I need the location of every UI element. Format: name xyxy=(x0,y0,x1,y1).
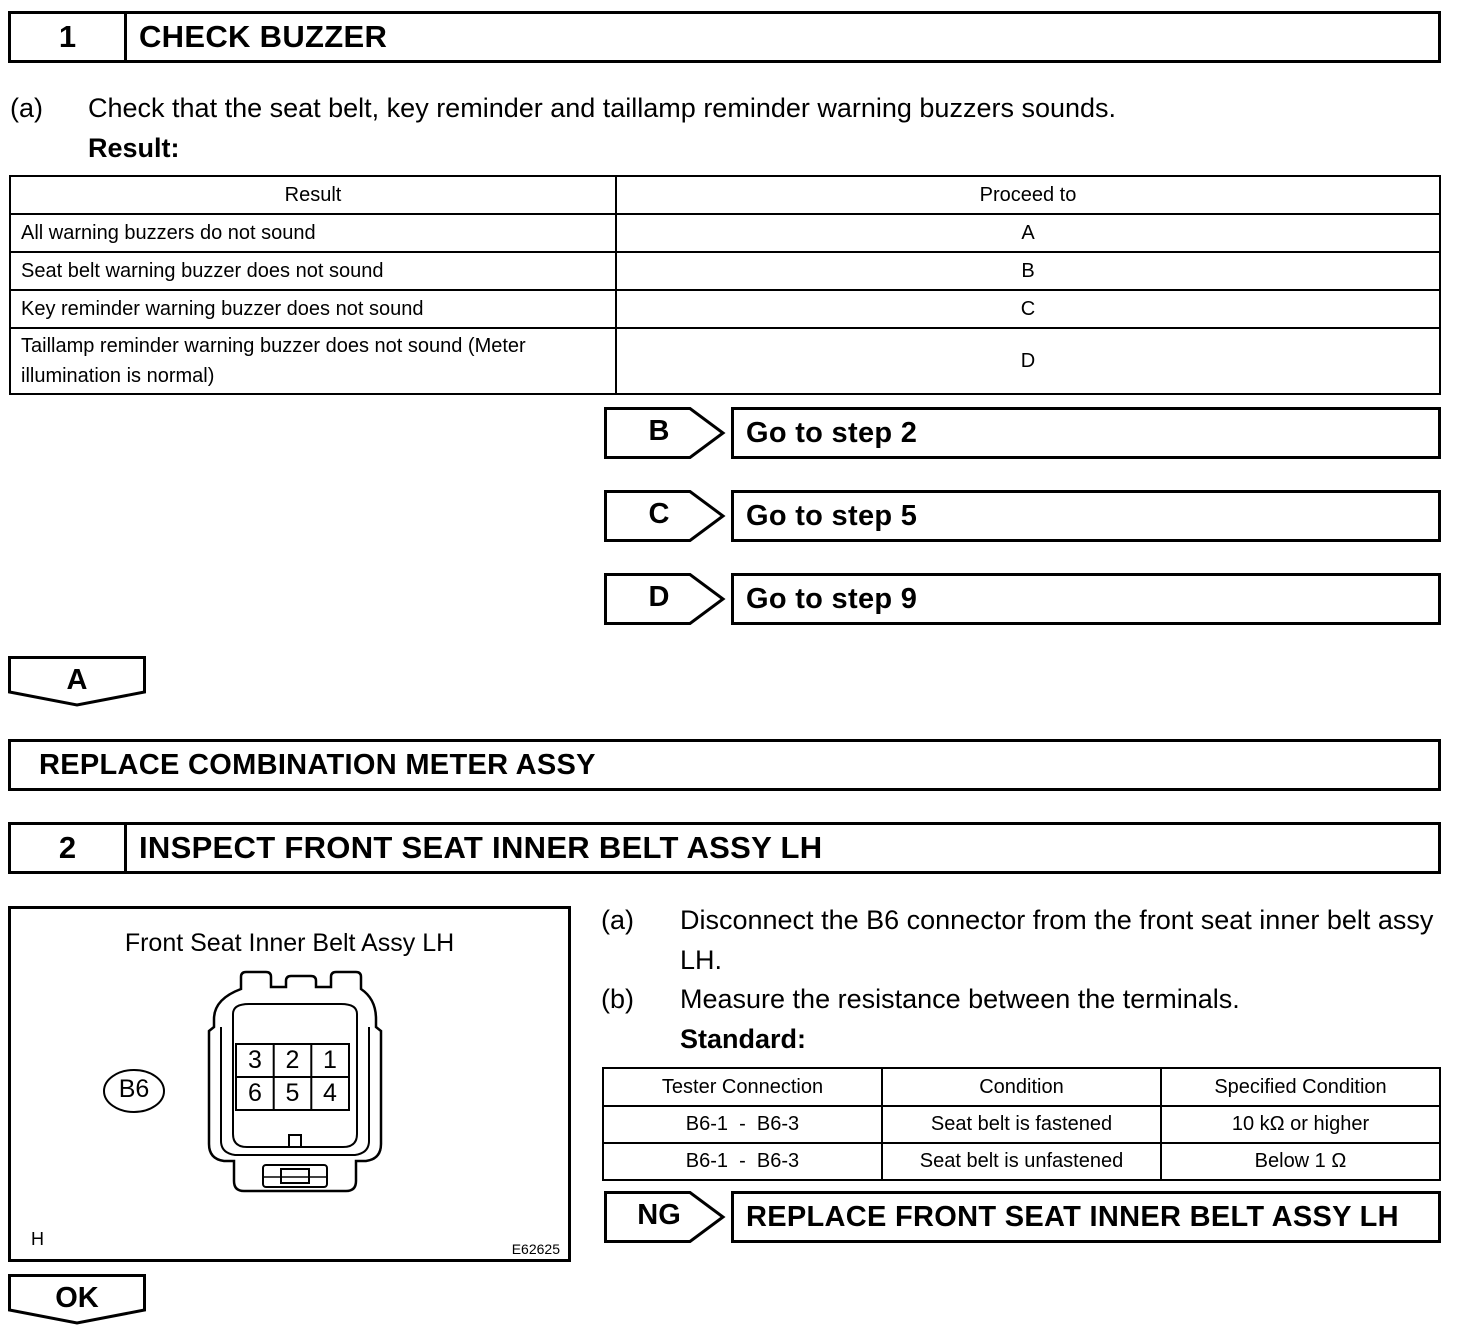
connector-id-label: B6 xyxy=(118,1075,150,1103)
result-label: Result: xyxy=(88,133,180,163)
table-cell: Below 1 Ω xyxy=(1161,1143,1440,1180)
table-row xyxy=(603,1106,1440,1143)
branch-action-b xyxy=(731,407,1441,459)
result-table xyxy=(9,175,1441,395)
step-2-header xyxy=(8,822,1441,874)
pin-label: 5 xyxy=(285,1079,300,1107)
instruction-text: Measure the resistance between the terminals. xyxy=(680,984,1240,1014)
table-cell: 10 kΩ or higher xyxy=(1161,1106,1440,1143)
step-title: INSPECT FRONT SEAT INNER BELT ASSY LH xyxy=(139,830,823,865)
action-text: REPLACE COMBINATION METER ASSY xyxy=(39,748,596,781)
down-tag-label: A xyxy=(66,664,88,696)
branch-tag-label: C xyxy=(648,498,670,530)
branch-tag-c[interactable] xyxy=(604,490,726,542)
table-header: Condition xyxy=(882,1068,1161,1106)
pin-label: 4 xyxy=(323,1079,337,1107)
step-2-instruction-b xyxy=(601,979,1451,1059)
item-label: (a) xyxy=(601,905,634,935)
step-title: CHECK BUZZER xyxy=(139,19,388,54)
table-header: Result xyxy=(10,176,616,214)
table-header: Proceed to xyxy=(616,176,1440,214)
connector-figure xyxy=(8,906,571,1262)
down-tag-label: OK xyxy=(55,1282,99,1314)
branch-action-text: Go to step 9 xyxy=(746,582,918,615)
branch-action-text: REPLACE FRONT SEAT INNER BELT ASSY LH xyxy=(746,1200,1399,1233)
table-row xyxy=(10,328,1440,394)
figure-code: E62625 xyxy=(511,1241,560,1257)
table-cell: Seat belt is unfastened xyxy=(882,1143,1161,1180)
standard-label: Standard: xyxy=(680,1024,807,1054)
branch-tag-ng[interactable] xyxy=(604,1191,726,1243)
down-tag-ok[interactable] xyxy=(8,1274,146,1326)
table-cell: Seat belt warning buzzer does not sound xyxy=(10,252,616,290)
branch-tag-b[interactable] xyxy=(604,407,726,459)
table-row xyxy=(10,290,1440,328)
table-cell: B6-1 - B6-3 xyxy=(603,1143,882,1180)
branch-action-text: Go to step 5 xyxy=(746,499,918,532)
replace-meter-action xyxy=(8,739,1441,791)
standard-table xyxy=(602,1067,1441,1181)
table-cell: B xyxy=(616,252,1440,290)
table-cell: C xyxy=(616,290,1440,328)
table-header: Specified Condition xyxy=(1161,1068,1440,1106)
table-header: Tester Connection xyxy=(603,1068,882,1106)
down-tag-a[interactable] xyxy=(8,656,146,708)
figure-corner-label: H xyxy=(31,1229,44,1249)
instruction-text: Check that the seat belt, key reminder and taillamp reminder warning buzzers sounds. xyxy=(88,93,1117,123)
table-cell: All warning buzzers do not sound xyxy=(10,214,616,252)
step-1-header xyxy=(8,11,1441,63)
table-row xyxy=(603,1143,1440,1180)
branch-action-ng xyxy=(731,1191,1441,1243)
item-label: (a) xyxy=(10,93,43,123)
table-row xyxy=(10,252,1440,290)
branch-action-c xyxy=(731,490,1441,542)
step-number: 2 xyxy=(11,825,127,871)
step-1-instruction xyxy=(10,88,1450,168)
table-cell: Taillamp reminder warning buzzer does not sound (Meter illumination is normal) xyxy=(10,328,616,394)
step-2-instruction-a xyxy=(601,900,1451,980)
branch-tag-label: D xyxy=(648,581,670,613)
branch-tag-label: B xyxy=(648,415,670,447)
table-cell: B6-1 - B6-3 xyxy=(603,1106,882,1143)
pin-label: 6 xyxy=(248,1079,262,1107)
table-cell: Seat belt is fastened xyxy=(882,1106,1161,1143)
table-cell: D xyxy=(616,328,1440,394)
pin-label: 3 xyxy=(248,1046,262,1074)
table-cell: Key reminder warning buzzer does not sound xyxy=(10,290,616,328)
pin-label: 1 xyxy=(323,1046,337,1074)
step-number: 1 xyxy=(11,14,127,60)
item-label: (b) xyxy=(601,984,634,1014)
pin-label: 2 xyxy=(285,1046,300,1074)
table-cell: A xyxy=(616,214,1440,252)
branch-action-d xyxy=(731,573,1441,625)
instruction-text: Disconnect the B6 connector from the front seat inner belt assy LH. xyxy=(680,905,1434,975)
branch-tag-d[interactable] xyxy=(604,573,726,625)
branch-tag-label: NG xyxy=(637,1199,681,1231)
table-row xyxy=(10,214,1440,252)
branch-action-text: Go to step 2 xyxy=(746,416,918,449)
figure-title: Front Seat Inner Belt Assy LH xyxy=(124,929,455,957)
